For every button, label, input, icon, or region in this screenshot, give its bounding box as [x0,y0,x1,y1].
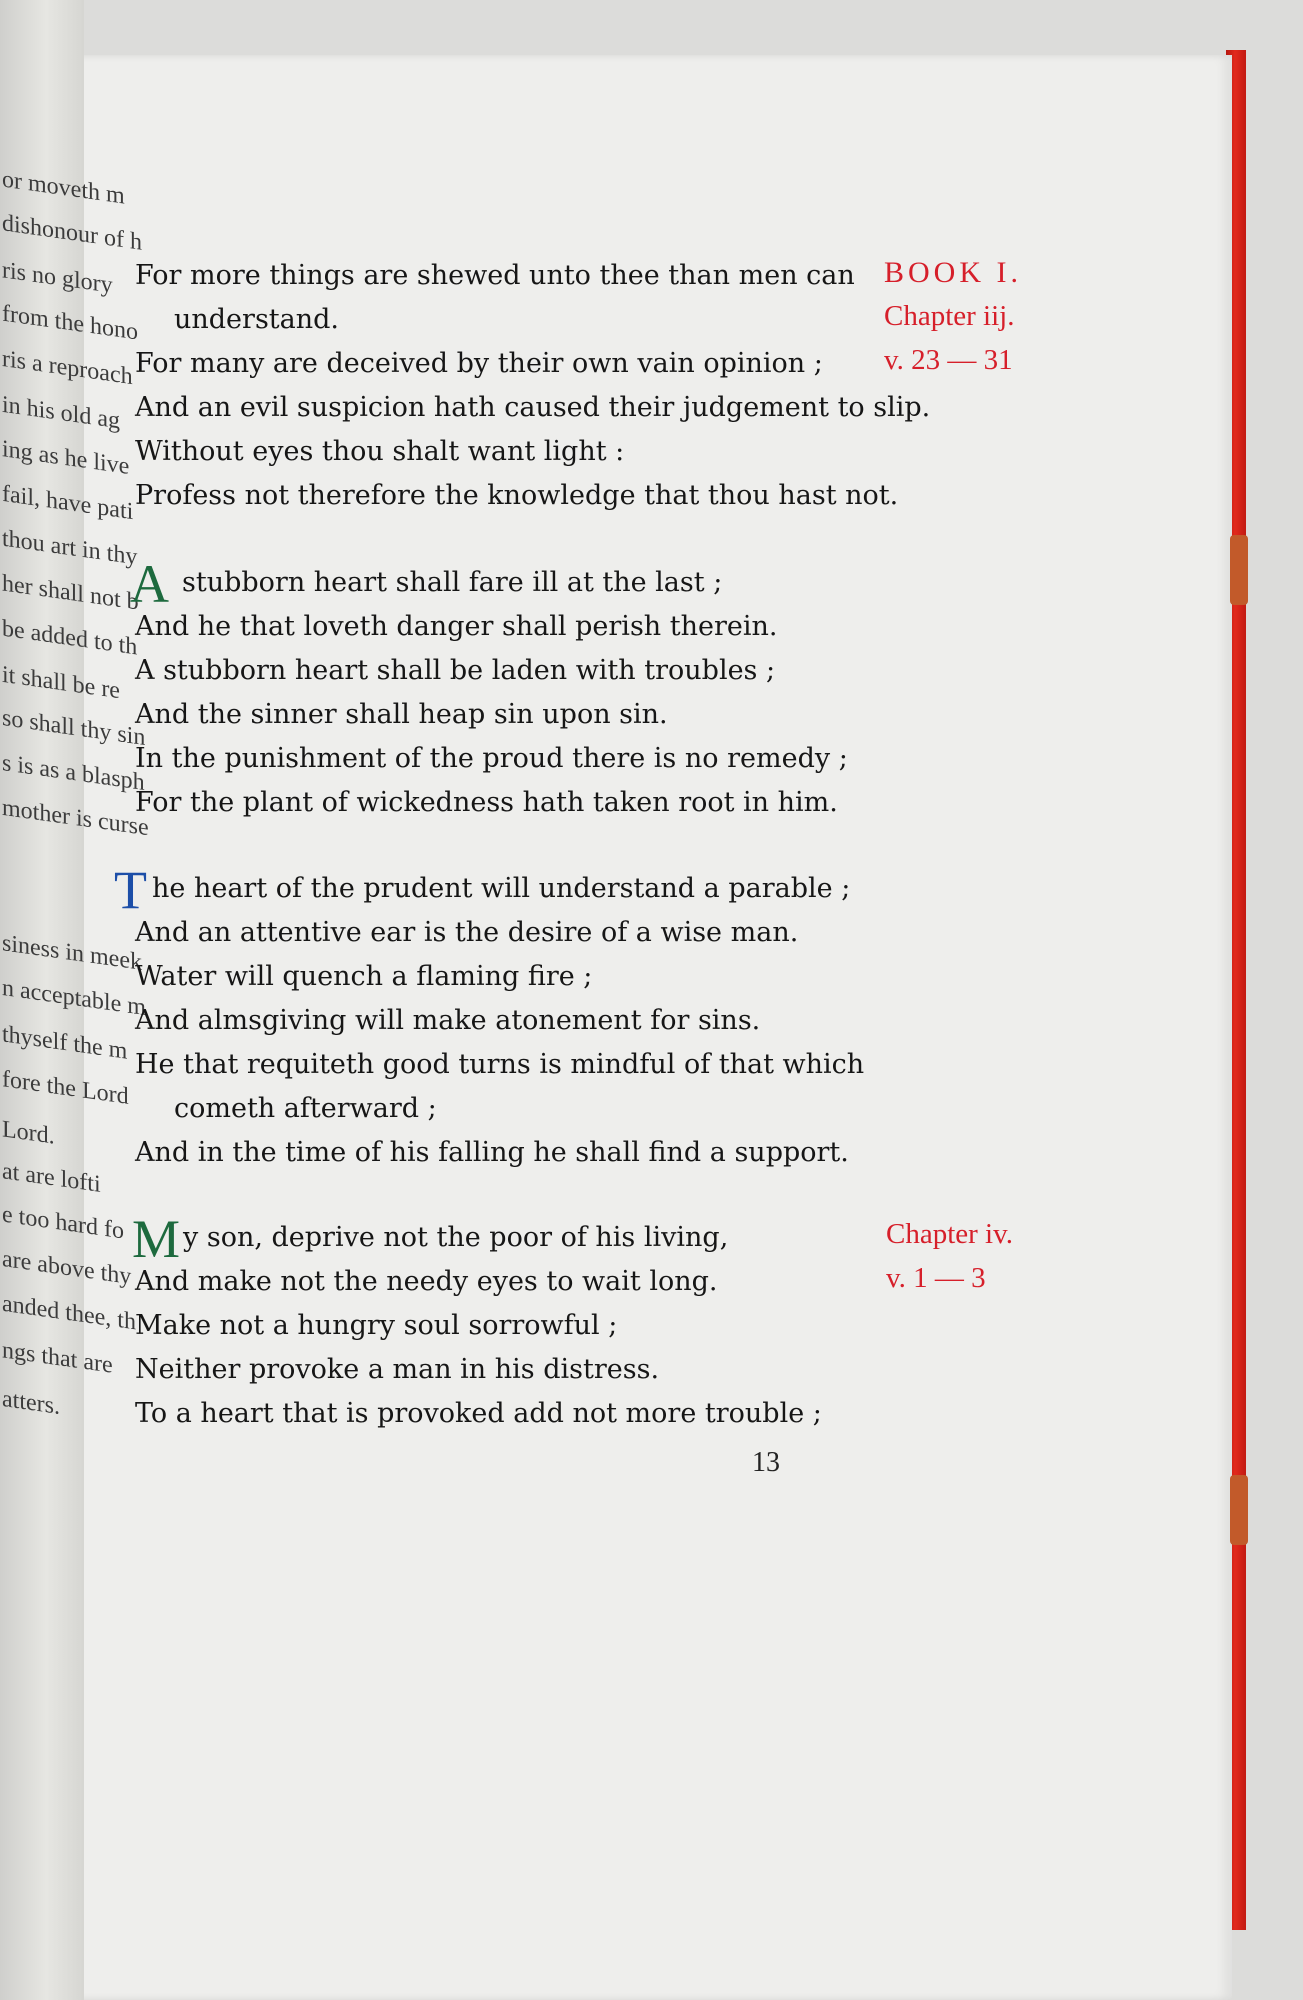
left-page-line: from the hono [2,300,138,346]
verse-line: Neither provoke a man in his distress. [135,1354,660,1385]
verse-range: v. 23 — 31 [884,344,1013,376]
initial-capital: M [132,1209,181,1269]
left-page-line: be added to th [2,615,138,661]
left-page-line: it shall be re [2,661,120,705]
verse-line: For more things are shewed unto thee than men can [135,260,855,291]
verse-line: Make not a hungry soul sorrowful ; [135,1310,618,1341]
left-page-line: her shall not b [2,570,139,616]
initial-capital: A [130,554,169,614]
verse-line: y son, deprive not the poor of his living, [183,1222,729,1253]
verse-line: And the sinner shall heap sin upon sin. [135,699,668,730]
left-page-line: at are lofti [2,1158,101,1198]
verse-line: And an attentive ear is the desire of a wise man. [135,917,799,948]
left-page-line: ing as he live [2,436,130,480]
left-page-line: ris a reproach [2,345,133,391]
verse-line: Profess not therefore the knowledge that thou hast not. [135,480,899,511]
left-page-line: thou art in thy [2,525,138,571]
verse-line: Water will quench a flaming fire ; [135,961,593,992]
left-page-line: so shall thy sin [2,704,146,752]
left-page-line: ngs that are [2,1337,113,1379]
verse-line: For the plant of wickedness hath taken root in him. [135,787,838,818]
left-page-line: anded thee, th [2,1290,136,1336]
left-page-line: e too hard fo [2,1201,124,1245]
verse-line: understand. [174,304,340,335]
left-page-line: atters. [2,1385,60,1421]
left-page-line: are above thy [2,1245,132,1291]
verse-line: And make not the needy eyes to wait long. [135,1266,718,1297]
verse-line: And he that loveth danger shall perish therein. [135,611,778,642]
left-page-line: n acceptable m [2,974,146,1022]
verse-line: For many are deceived by their own vain opinion ; [135,348,823,379]
verse-line: And an evil suspicion hath caused their judgement to slip. [135,392,931,423]
verse-range: v. 1 — 3 [886,1262,986,1294]
verse-line: cometh afterward ; [174,1093,437,1124]
left-page-line: ris no glory [2,257,113,299]
page-number: 13 [752,1447,780,1478]
book-heading: BOOK I. [884,256,1022,289]
verse-line: A stubborn heart shall be laden with troubles ; [135,655,776,686]
chapter-heading: Chapter iij. [884,300,1015,332]
left-page-line: or moveth m [2,166,125,210]
ribbon-tie-upper [1230,535,1248,605]
verse-line: he heart of the prudent will understand a parable ; [152,873,851,904]
left-page-line: in his old ag [2,391,120,435]
left-page-line: s is as a blasph [2,749,145,797]
chapter-heading: Chapter iv. [886,1218,1013,1250]
initial-capital: T [114,860,147,920]
left-page-line: thyself the m [2,1021,128,1065]
ribbon-tie-lower [1230,1475,1248,1545]
left-page-edge [0,0,149,2000]
verse-line: And in the time of his falling he shall find a support. [135,1137,849,1168]
verse-line: In the punishment of the proud there is no remedy ; [135,743,848,774]
verse-line: And almsgiving will make atonement for sins. [135,1005,761,1036]
verse-line: To a heart that is provoked add not more trouble ; [135,1398,822,1429]
left-page-line: fore the Lord [2,1066,129,1110]
left-page-line: mother is curse [2,794,149,842]
verse-line: stubborn heart shall fare ill at the last ; [182,567,723,598]
verse-line: He that requiteth good turns is mindful of that which [135,1049,865,1080]
left-page-line: fail, have pati [2,480,134,526]
left-page-line: siness in meek [2,930,142,976]
verse-line: Without eyes thou shalt want light : [135,436,625,467]
left-page-line: Lord. [2,1116,55,1150]
left-page-line: dishonour of h [2,210,142,256]
